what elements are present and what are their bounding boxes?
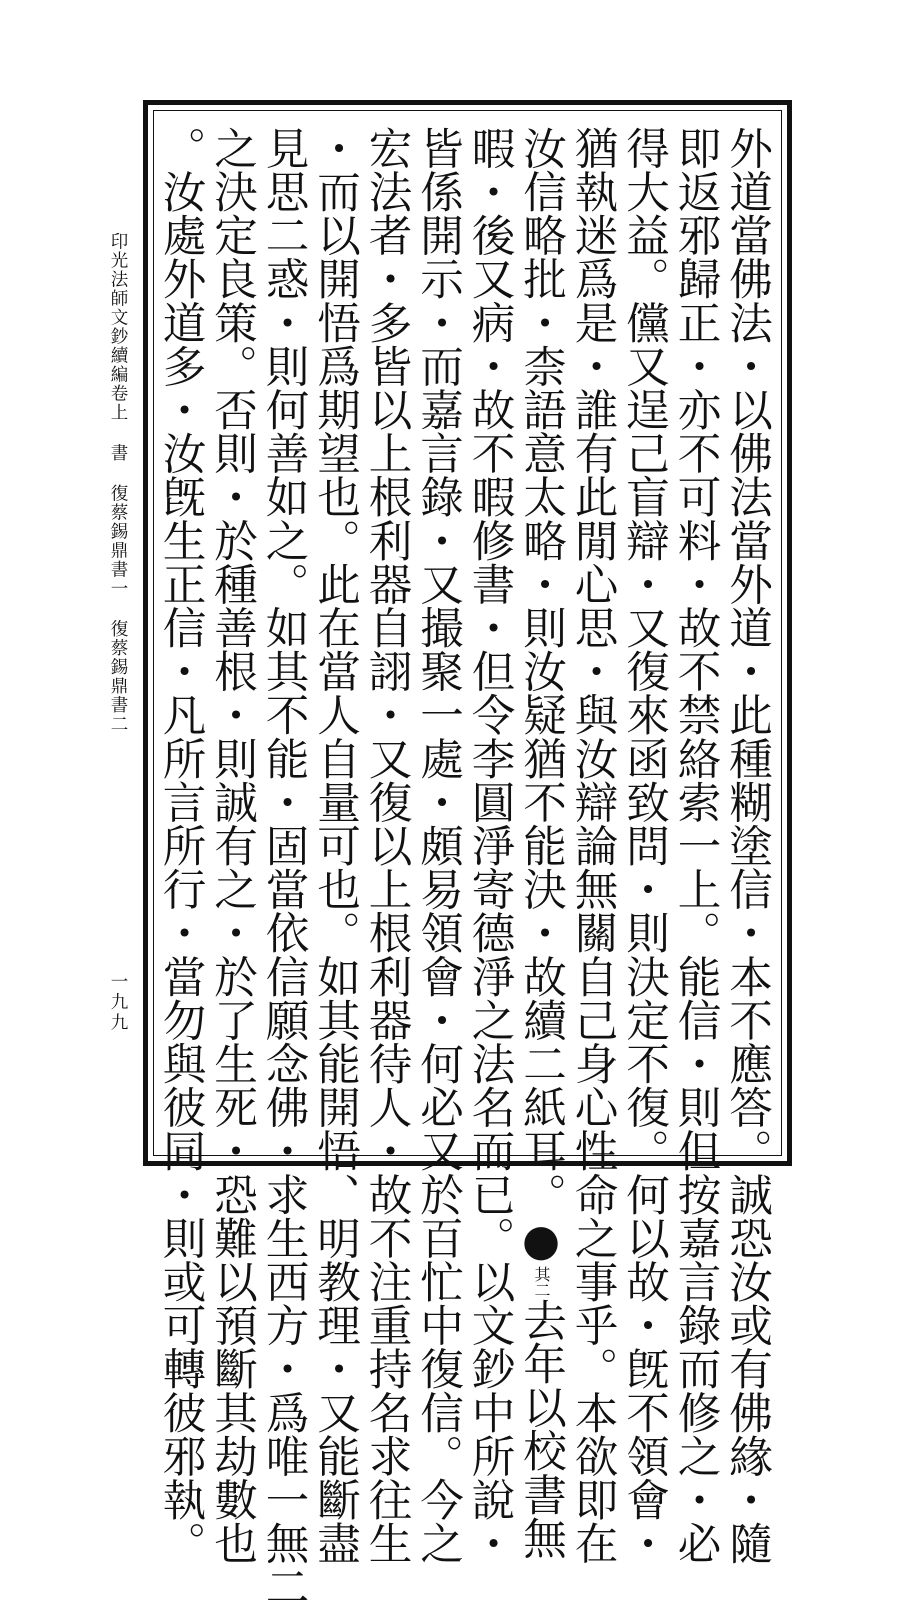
letter-number-note: 其二 <box>532 1266 551 1298</box>
text-column: 得大益。儻又逞己盲辯・又復來函致問・則決定不復。何以故・旣不領會・ <box>619 126 669 1565</box>
book-title: 印光法師文鈔續編卷上 <box>108 232 128 422</box>
section-label: 書 <box>108 443 128 463</box>
text-column: 即返邪歸正・亦不可料・故不禁絡索一上。能信・則但按嘉言錄而修之・必 <box>670 126 721 1565</box>
text-column: 外道當佛法・以佛法當外道・此種糊塗信・本不應答。誠恐汝或有佛緣・隨 <box>722 126 772 1565</box>
text-column-head: 汝信略批・柰語意太略・則汝疑猶不能決・故續二紙耳。● <box>516 126 566 1266</box>
text-column: 見思二惑・則何善如之。如其不能・固當依信願念佛・求生西方・爲唯一無二 <box>258 126 309 1608</box>
text-column: ・而以開悟爲期望也。此在當人自量可也。如其能開悟、明教理・又能斷盡 <box>310 126 360 1565</box>
running-head <box>108 232 128 972</box>
text-column: 。汝處外道多・汝旣生正信・凡所言所行・當勿與彼同・則或可轉彼邪執。 <box>155 126 206 1565</box>
text-column: 皆係開示・而嘉言錄・又撮聚一處・頗易領會・何必又於百忙中復信。今之 <box>413 126 463 1565</box>
letter-title-1: 復蔡錫鼎書一 <box>108 484 128 598</box>
page-number: 一九九 <box>108 972 128 1034</box>
text-column-tail: 去年以校書無 <box>516 1298 566 1560</box>
body-text <box>155 126 772 1608</box>
text-column <box>515 126 567 1560</box>
text-column: 之決定良策。否則・於種善根・則誠有之・於了生死・恐難以預斷其劫數也 <box>207 126 257 1565</box>
text-column: 宏法者・多皆以上根利器自詡・又復以上根利器待人・故不注重持名求往生 <box>361 126 412 1565</box>
text-column: 猶執迷爲是・誰有此閒心思・與汝辯論無關自己身心性命之事乎。本欲即在 <box>567 126 618 1565</box>
text-column: 暇・後又病・故不暇修書・但令李圓淨寄德淨之法名而已。以文鈔中所說・ <box>464 126 515 1565</box>
letter-title-2: 復蔡錫鼎書二 <box>108 619 128 734</box>
